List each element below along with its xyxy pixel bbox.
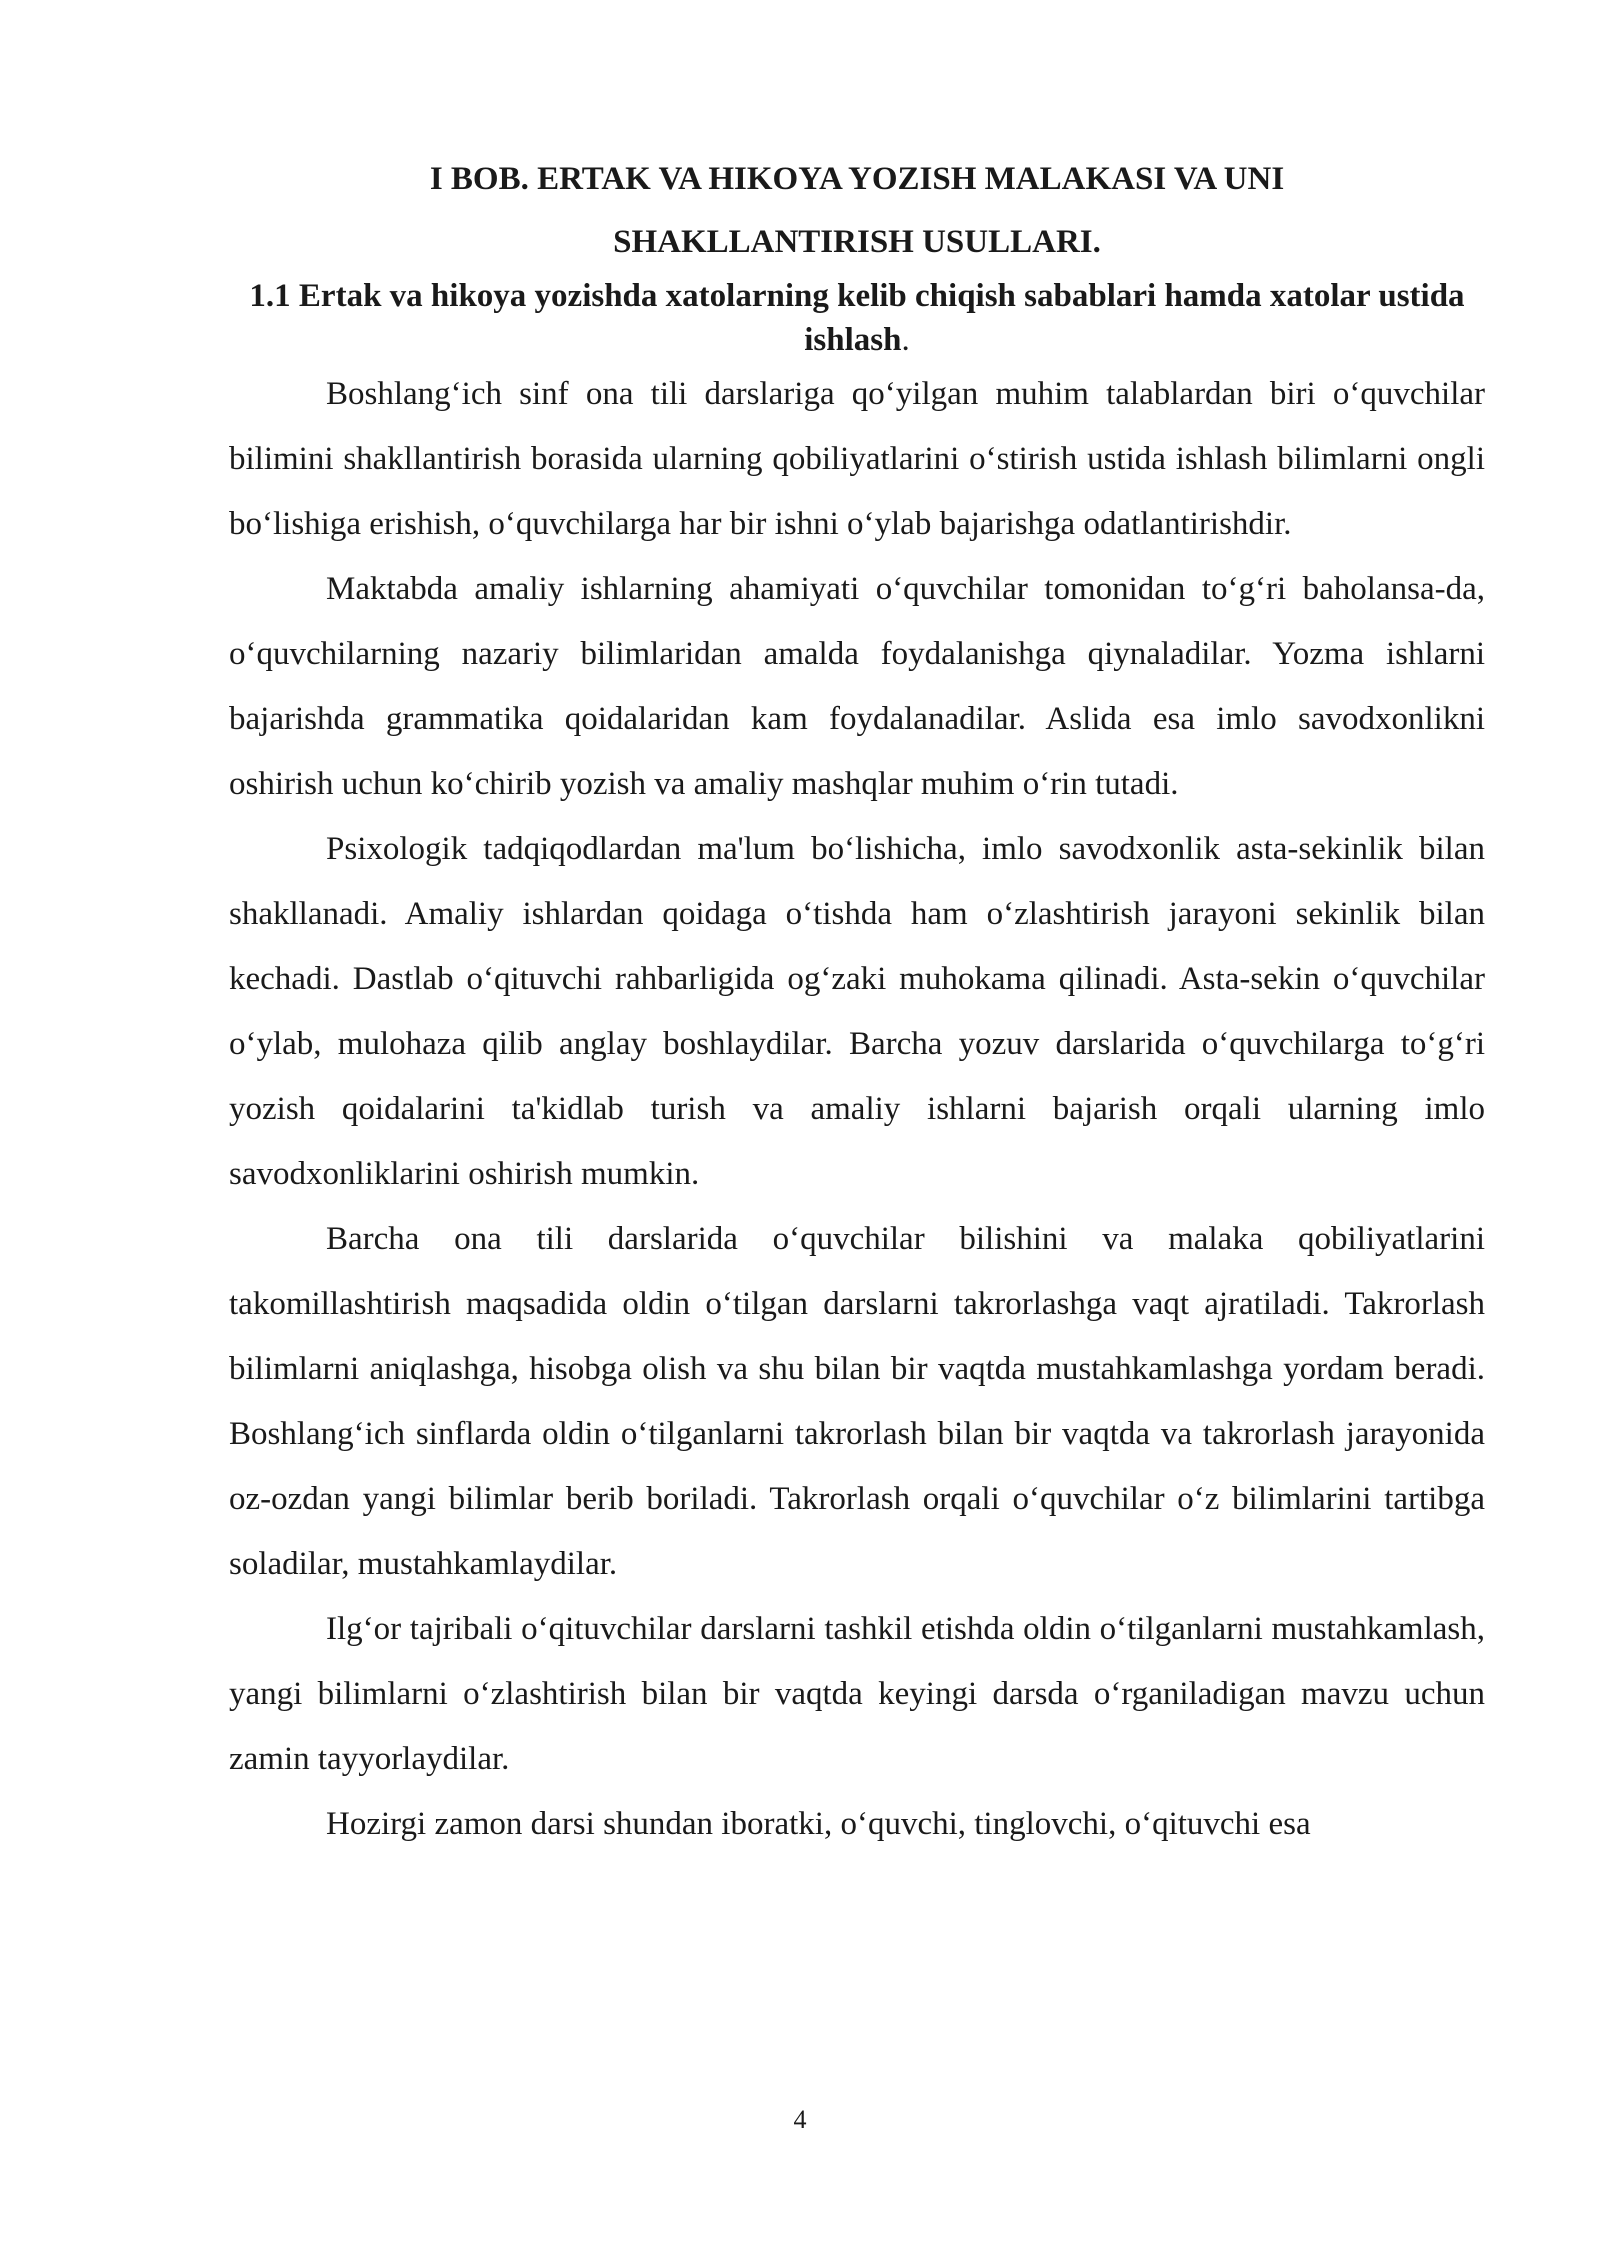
chapter-title: [229, 148, 1485, 274]
page-number: 4: [793, 2105, 807, 2134]
section-title: [229, 274, 1485, 362]
paragraph-6: Hozirgi zamon darsi shundan iboratki, o‘quvchi, tinglovchi, o‘qituvchi esa: [326, 1806, 1311, 1842]
section-title-period: .: [901, 322, 910, 358]
paragraph-5: Ilg‘or tajribali o‘qituvchilar darslarni tashkil etishda oldin o‘tilganlarni mustahkamlash, yangi bilimlarni o‘zlashtirish bilan bir vaqtda keyingi darsda o‘rganiladigan mavzu uchun zamin tayyorlaydilar.: [229, 1611, 1485, 1777]
paragraph-4: Barcha ona tili darslarida o‘quvchilar bilishini va malaka qobiliyatlarini takomillashtirish maqsadida oldin o‘tilgan darslarni takrorlashga vaqt ajratiladi. Takrorlash bilimlarni aniqlashga, hisobga olish va shu bilan bir vaqtda mustahkamlashga yordam beradi. Boshlang‘ich sinflarda oldin o‘tilganlarni takrorlash bilan bir vaqtda va takrorlash jarayonida oz-ozdan yangi bilimlar berib boriladi. Takrorlash orqali o‘quvchilar o‘z bilimlarini tartibga soladilar, mustahkamlaydilar.: [229, 1221, 1485, 1582]
section-title-text: 1.1 Ertak va hikoya yozishda xatolarning kelib chiqish sabablari hamda xatolar ustida ishlash: [249, 278, 1465, 358]
paragraph-2: Maktabda amaliy ishlarning ahamiyati o‘quvchilar tomonidan to‘g‘ri baholansa-da, o‘quvchilarning nazariy bilimlaridan amalda foydalanishga qiynaladilar. Yozma ishlarni bajarishda grammatika qoidalaridan kam foydalanadilar. Aslida esa imlo savodxonlikni oshirish uchun ko‘chirib yozish va amaliy mashqlar muhim o‘rin tutadi.: [229, 571, 1485, 802]
chapter-title-line1: I BOB. ERTAK VA HIKOYA YOZISH MALAKASI VA UNI: [429, 161, 1285, 197]
chapter-title-line2: SHAKLLANTIRISH USULLARI.: [613, 224, 1101, 260]
paragraph-3: Psixologik tadqiqodlardan ma'lum bo‘lishicha, imlo savodxonlik asta-sekinlik bilan shakllanadi. Amaliy ishlardan qoidaga o‘tishda ham o‘zlashtirish jarayoni sekinlik bilan kechadi. Dastlab o‘qituvchi rahbarligida og‘zaki muhokama qilinadi. Asta-sekin o‘quvchilar o‘ylab, mulohaza qilib anglay boshlaydilar. Barcha yozuv darslarida o‘quvchilarga to‘g‘ri yozish qoidalarini ta'kidlab turish va amaliy ishlarni bajarish orqali ularning imlo savodxonliklarini oshirish mumkin.: [229, 831, 1485, 1192]
document-page: [229, 148, 1485, 1857]
paragraph-1: Boshlang‘ich sinf ona tili darslariga qo‘yilgan muhim talablardan biri o‘quvchilar bilimini shakllantirish borasida ularning qobiliyatlarini o‘stirish ustida ishlash bilimlarni ongli bo‘lishiga erishish, o‘quvchilarga har bir ishni o‘ylab bajarishga odatlantirishdir.: [229, 376, 1485, 542]
